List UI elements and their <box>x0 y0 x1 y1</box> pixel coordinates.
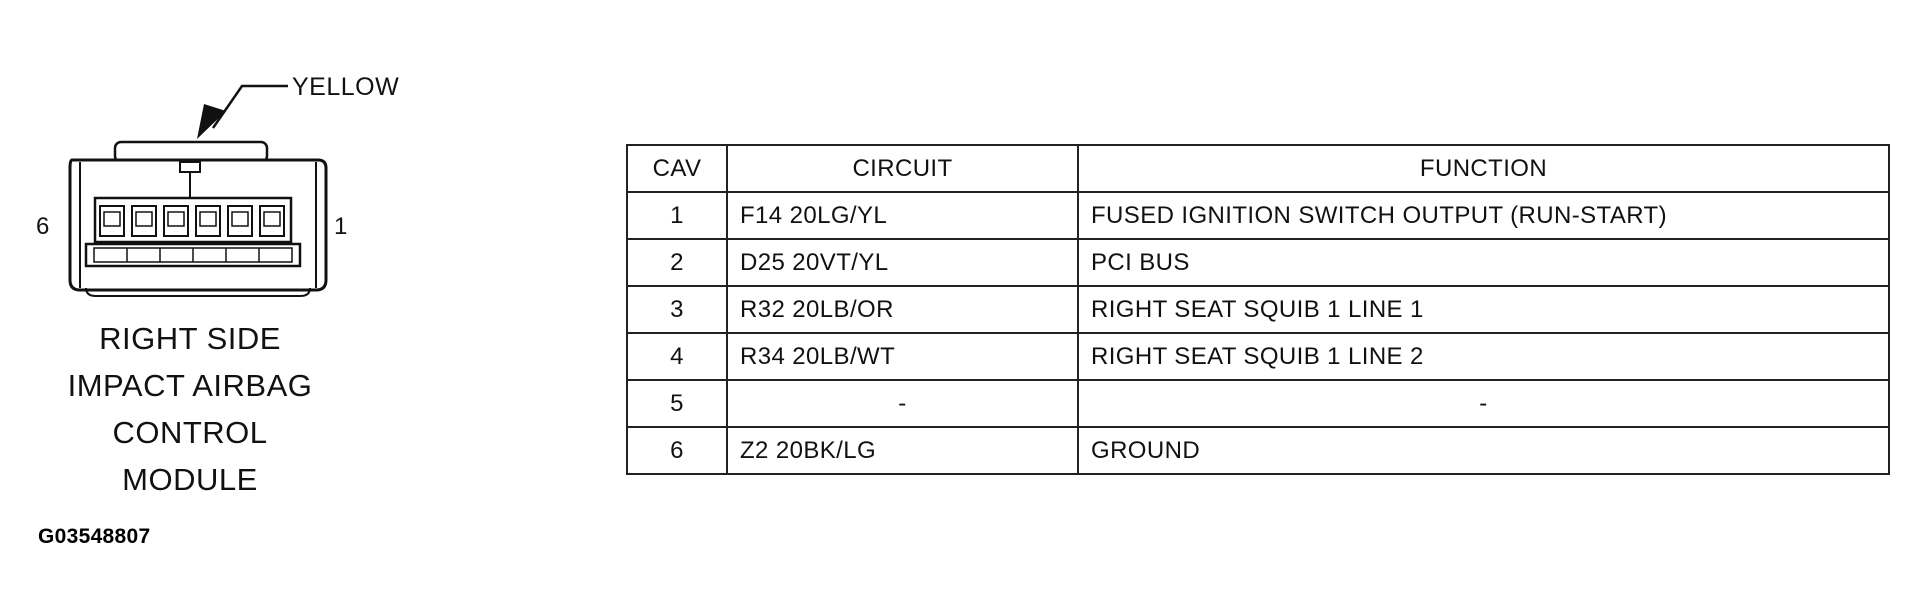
cav-cell: 4 <box>627 333 727 380</box>
wire-color-callout: YELLOW <box>292 73 400 101</box>
circuit-cell: R34 20LB/WT <box>727 333 1078 380</box>
cav-cell: 5 <box>627 380 727 427</box>
table-header-row <box>627 145 1889 192</box>
header-function: FUNCTION <box>1078 145 1889 192</box>
connector-name-line: IMPACT AIRBAG <box>67 368 313 403</box>
cav-cell: 2 <box>627 239 727 286</box>
table-row <box>627 380 1889 427</box>
pin-label-right: 1 <box>334 213 348 240</box>
pinout-table <box>626 144 1890 475</box>
circuit-cell: R32 20LB/OR <box>727 286 1078 333</box>
function-cell: GROUND <box>1078 427 1889 474</box>
callout-arrow <box>213 86 288 128</box>
connector-diagram <box>0 0 420 320</box>
function-cell: - <box>1078 380 1889 427</box>
cav-cell: 6 <box>627 427 727 474</box>
function-cell: RIGHT SEAT SQUIB 1 LINE 2 <box>1078 333 1889 380</box>
figure-id: G03548807 <box>38 525 151 548</box>
circuit-cell: D25 20VT/YL <box>727 239 1078 286</box>
pin-label-left: 6 <box>36 213 50 240</box>
callout-arrowhead <box>197 104 226 139</box>
terminal-lock-bar <box>86 244 300 266</box>
function-cell: FUSED IGNITION SWITCH OUTPUT (RUN-START) <box>1078 192 1889 239</box>
circuit-cell: F14 20LG/YL <box>727 192 1078 239</box>
connector-name-line: CONTROL <box>112 415 268 450</box>
function-cell: PCI BUS <box>1078 239 1889 286</box>
circuit-cell: Z2 20BK/LG <box>727 427 1078 474</box>
table-row <box>627 192 1889 239</box>
connector-name-line: RIGHT SIDE <box>99 321 281 356</box>
header-circuit: CIRCUIT <box>727 145 1078 192</box>
connector-name <box>55 315 325 503</box>
circuit-cell: - <box>727 380 1078 427</box>
table-row <box>627 239 1889 286</box>
terminal-cavities <box>95 198 291 242</box>
table-row <box>627 286 1889 333</box>
cav-cell: 3 <box>627 286 727 333</box>
table-row <box>627 427 1889 474</box>
cav-cell: 1 <box>627 192 727 239</box>
connector-name-line: MODULE <box>122 462 258 497</box>
table-row <box>627 333 1889 380</box>
header-cav: CAV <box>627 145 727 192</box>
function-cell: RIGHT SEAT SQUIB 1 LINE 1 <box>1078 286 1889 333</box>
